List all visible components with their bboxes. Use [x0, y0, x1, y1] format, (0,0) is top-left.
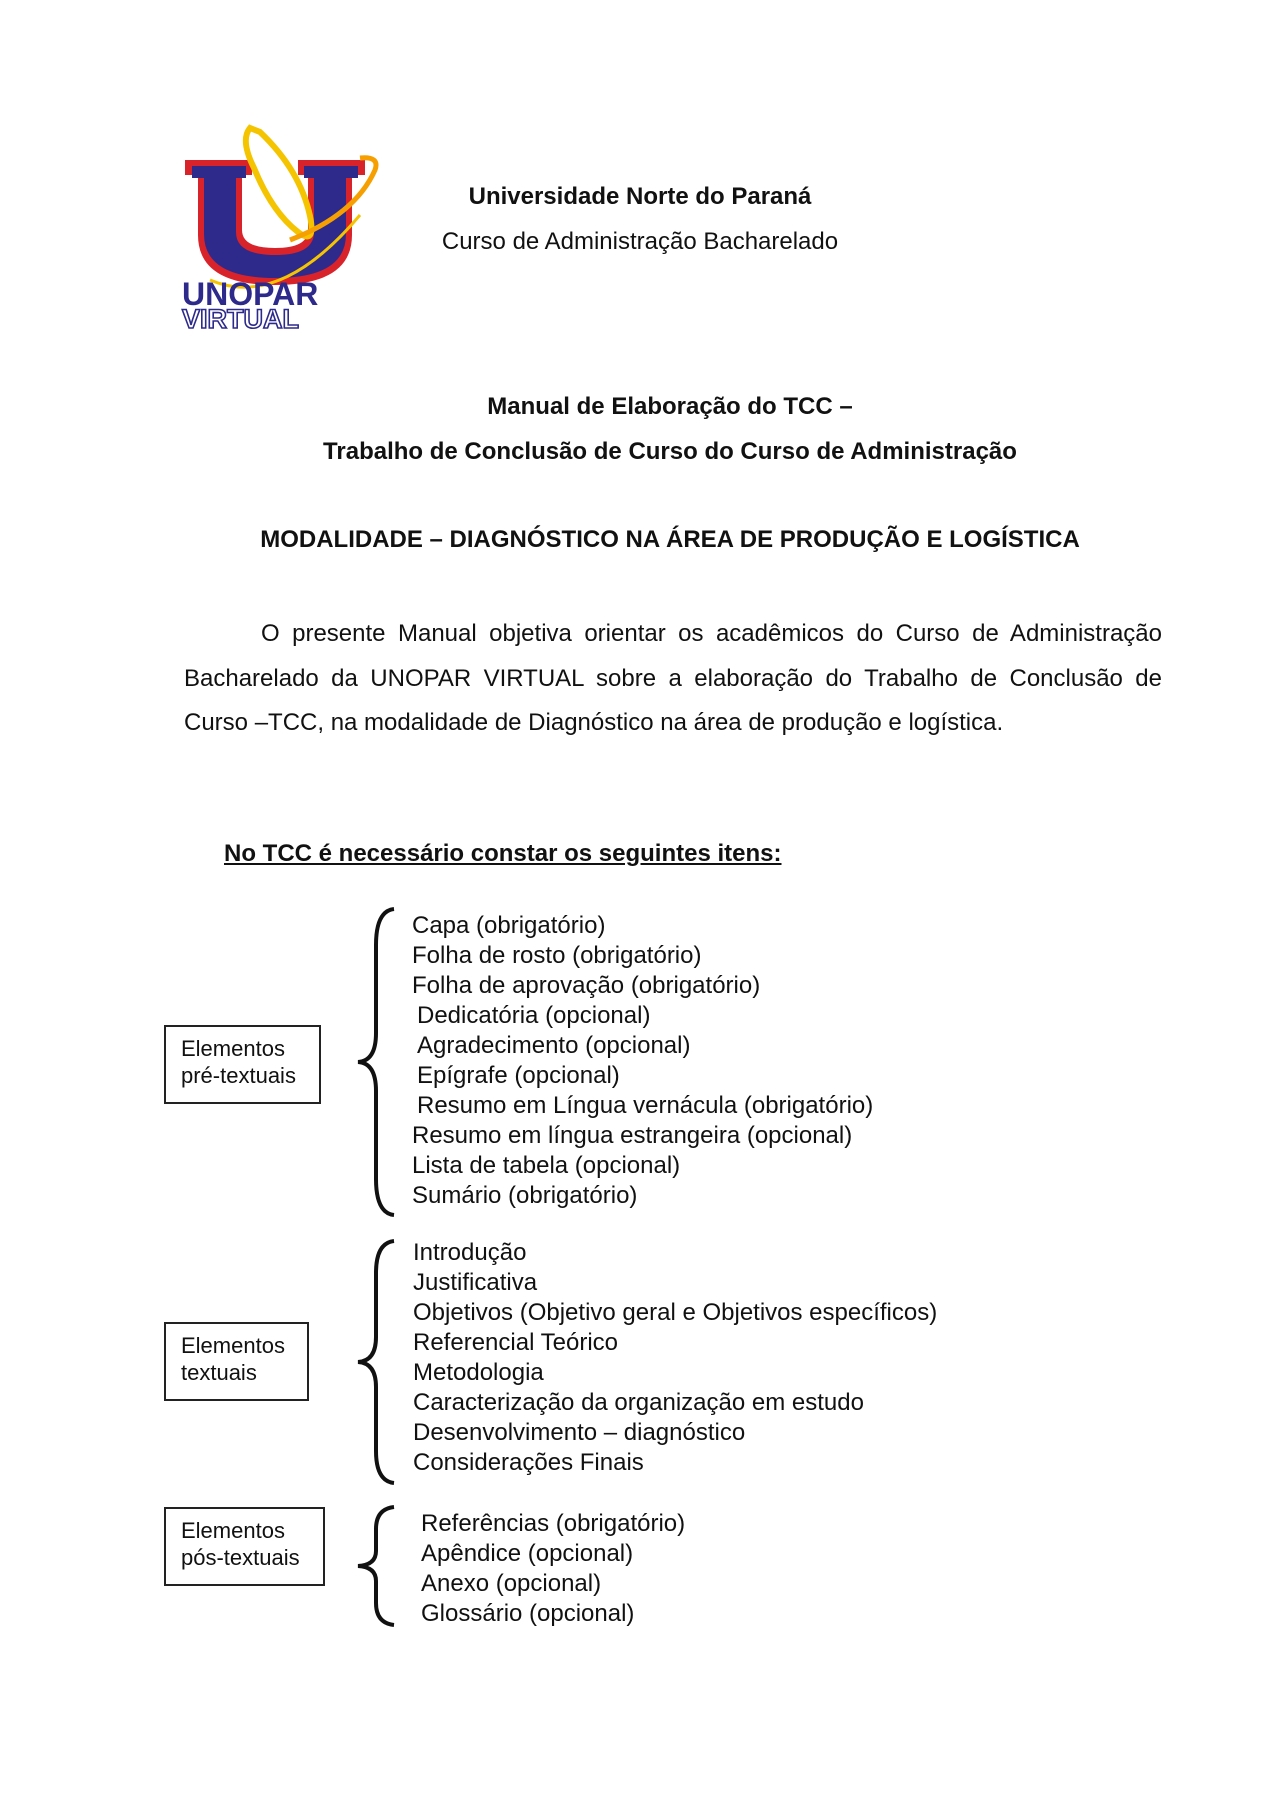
list-post-textual — [421, 1509, 685, 1629]
course-name: Curso de Administração Bacharelado — [441, 228, 839, 255]
list-item: Lista de tabela (opcional) — [412, 1152, 681, 1179]
brace-textual — [352, 1237, 402, 1489]
manual-subtitle: Trabalho de Conclusão de Curso do Curso de Administração — [323, 438, 1017, 465]
list-item: Considerações Finais — [413, 1449, 644, 1476]
group-label-line: Elementos — [181, 1518, 285, 1543]
list-item: Dedicatória (opcional) — [417, 1002, 651, 1029]
institution-name: Universidade Norte do Paraná — [468, 183, 812, 210]
group-label-textual — [164, 1322, 309, 1401]
list-textual — [413, 1238, 937, 1478]
list-item: Referencial Teórico — [413, 1329, 618, 1356]
intro-paragraph: O presente Manual objetiva orientar os acadêmicos do Curso de Administração Bacharelado da UNOPAR VIRTUAL sobre a elaboração do Trabalho de Conclusão de Curso –TCC, na modalidade de Diagnóstico na área de produção e logística. — [184, 620, 1162, 736]
list-pre-textual — [412, 911, 873, 1211]
list-item: Glossário (opcional) — [421, 1600, 635, 1627]
logo-word-2: VIRTUAL — [182, 304, 299, 330]
list-item: Justificativa — [413, 1269, 538, 1296]
list-item: Metodologia — [413, 1359, 544, 1386]
group-label-line: textuais — [181, 1360, 257, 1385]
list-item: Epígrafe (opcional) — [417, 1062, 620, 1089]
list-item: Desenvolvimento – diagnóstico — [413, 1419, 746, 1446]
manual-title: Manual de Elaboração do TCC – — [487, 393, 853, 420]
list-item: Resumo em Língua vernácula (obrigatório) — [417, 1092, 874, 1119]
brace-pre-textual — [352, 905, 402, 1219]
group-label-line: Elementos — [181, 1333, 285, 1358]
unopar-virtual-logo — [180, 120, 380, 330]
group-label-pre-textual — [164, 1025, 321, 1104]
list-item: Capa (obrigatório) — [412, 912, 606, 939]
list-item: Caracterização da organização em estudo — [413, 1389, 864, 1416]
brace-post-textual — [352, 1503, 402, 1633]
list-item: Referências (obrigatório) — [421, 1510, 686, 1537]
group-label-line: pré-textuais — [181, 1063, 296, 1088]
list-item: Sumário (obrigatório) — [412, 1182, 638, 1209]
logo-word-1: UNOPAR — [182, 276, 319, 312]
list-item: Folha de rosto (obrigatório) — [412, 942, 702, 969]
list-item: Resumo em língua estrangeira (opcional) — [412, 1122, 853, 1149]
modality-heading: MODALIDADE – DIAGNÓSTICO NA ÁREA DE PRODUÇÃO E LOGÍSTICA — [260, 526, 1080, 553]
list-item: Introdução — [413, 1239, 527, 1266]
list-item: Anexo (opcional) — [421, 1570, 602, 1597]
group-label-line: pós-textuais — [181, 1545, 300, 1570]
list-item: Objetivos (Objetivo geral e Objetivos específicos) — [413, 1299, 938, 1326]
list-item: Folha de aprovação (obrigatório) — [412, 972, 761, 999]
section-heading: No TCC é necessário constar os seguintes itens: — [224, 840, 782, 867]
group-label-line: Elementos — [181, 1036, 285, 1061]
group-label-post-textual — [164, 1507, 325, 1586]
list-item: Agradecimento (opcional) — [417, 1032, 691, 1059]
list-item: Apêndice (opcional) — [421, 1540, 634, 1567]
